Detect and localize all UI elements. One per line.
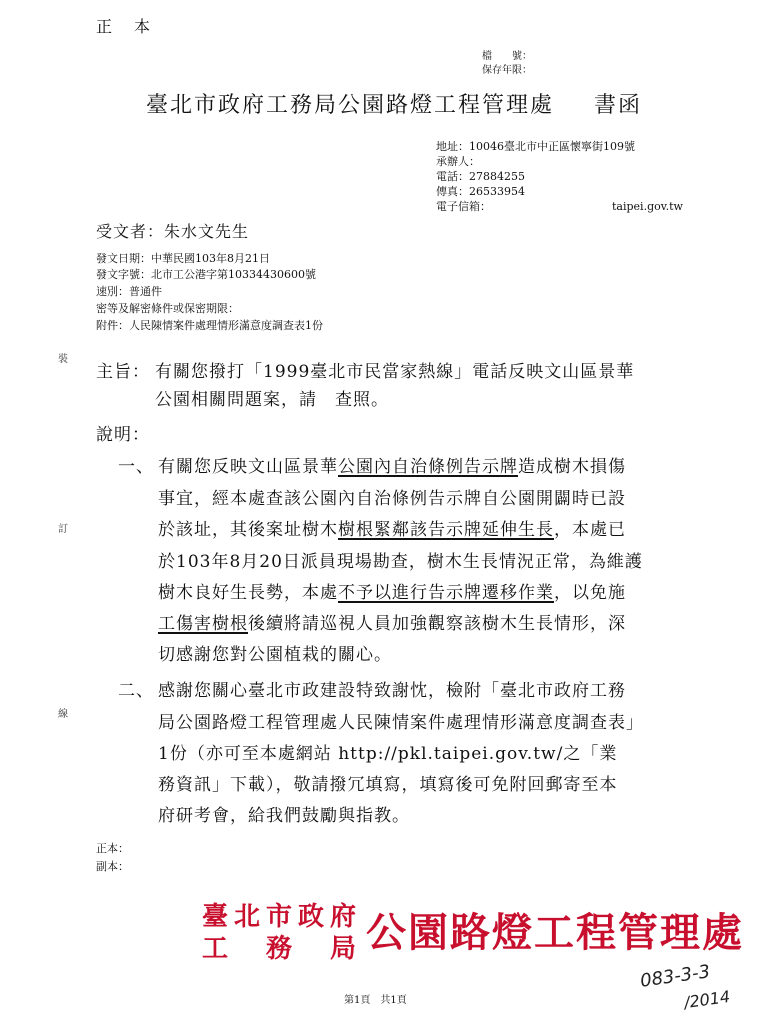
email-label: 電子信箱：: [436, 200, 491, 213]
item-1-number: 一、: [118, 457, 154, 477]
stamp-line-2: 工 務 局: [202, 934, 363, 964]
item-1-line-5: [158, 578, 626, 603]
phone: 電話：27884255: [436, 170, 525, 183]
item-2-line-1: 感謝您關心臺北市政建設特致謝忱，檢附「臺北市政府工務: [158, 681, 626, 701]
handwritten-date-2: /2014: [682, 986, 732, 1013]
doc-type: 書函: [594, 93, 643, 118]
copy-recipient-label: 副本：: [96, 860, 129, 873]
item-1-line-6: [158, 609, 626, 634]
text-run: 有關您反映文山區景華: [158, 457, 338, 477]
org-name: 臺北市政府工務局公園路燈工程管理處: [146, 93, 555, 118]
stamp-line-1: 臺北市政府: [202, 902, 363, 932]
underlined-text: 工傷害樹根: [158, 614, 248, 634]
retention-label: 保存年限：: [482, 65, 532, 76]
issue-date: 發文日期：中華民國103年8月21日: [96, 252, 270, 265]
subject-line-2: 公園相關問題案，請 查照。: [155, 390, 389, 410]
item-2-line-4: 務資訊」下載），敬請撥冗填寫，填寫後可免附回郵寄至本: [158, 775, 618, 795]
secrecy: 密等及解密條件或保密期限：: [96, 302, 239, 315]
email-domain: taipei.gov.tw: [612, 200, 683, 213]
handwritten-date-1: 083-3-3: [638, 961, 712, 992]
page-number: 第1頁 共1頁: [344, 995, 407, 1006]
underlined-text: 樹根緊鄰該告示牌延伸生長: [338, 520, 554, 540]
margin-mark-bind: 裝: [58, 354, 68, 365]
subject-line-1: 有關您撥打「1999臺北市民當家熱線」電話反映文山區景華: [155, 362, 635, 382]
document-title: [146, 88, 642, 119]
margin-mark-line: 線: [58, 709, 68, 720]
item-2-line-3: 1份（亦可至本處網站 http://pkl.taipei.gov.tw/之「業: [158, 744, 618, 764]
item-1-line-4: 於103年8月20日派員現場勘查，樹木生長情況正常，為維護: [158, 552, 643, 572]
attachment: 附件：人民陳情案件處理情形滿意度調查表1份: [96, 319, 323, 332]
address: 地址：10046臺北市中正區懷寧街109號: [436, 140, 635, 153]
handler: 承辦人：: [436, 155, 480, 168]
speed: 速別：普通件: [96, 285, 162, 298]
item-1-line-7: 切感謝您對公園植栽的關心。: [158, 645, 392, 665]
copy-label: 正 本: [96, 17, 154, 36]
item-1-line-1: [158, 452, 626, 477]
margin-mark-order: 訂: [58, 524, 68, 535]
file-number-label: 檔 號：: [482, 51, 532, 62]
underlined-text: 公園內自治條例告示牌: [338, 457, 518, 477]
text-run: ，本處已: [554, 520, 626, 540]
original-recipient-label: 正本：: [96, 842, 129, 855]
doc-number: 發文字號：北市工公港字第10334430600號: [96, 268, 316, 281]
underlined-text: 不予以進行告示牌遷移作業: [338, 583, 554, 603]
text-run: ，以免施: [554, 583, 626, 603]
item-1-line-3: [158, 515, 626, 540]
subject-label: 主旨：: [96, 362, 150, 382]
text-run: 於該址，其後案址樹木: [158, 520, 338, 540]
stamp-organization: 公園路燈工程管理處: [366, 909, 744, 956]
item-1-line-2: 事宜，經本處查該公園內自治條例告示牌自公園開闢時已設: [158, 489, 626, 509]
text-run: 樹木良好生長勢，本處: [158, 583, 338, 603]
item-2-line-5: 府研考會，給我們鼓勵與指教。: [158, 806, 410, 826]
text-run: 造成樹木損傷: [518, 457, 626, 477]
item-2-number: 二、: [118, 681, 154, 701]
text-run: 後續將請巡視人員加強觀察該樹木生長情形，深: [248, 614, 626, 634]
item-2-line-2: 局公園路燈工程管理處人民陳情案件處理情形滿意度調查表」: [158, 713, 644, 733]
fax: 傳真：26533954: [436, 185, 525, 198]
explanation-label: 說明：: [96, 425, 150, 445]
recipient: 受文者：朱水文先生: [96, 222, 250, 241]
